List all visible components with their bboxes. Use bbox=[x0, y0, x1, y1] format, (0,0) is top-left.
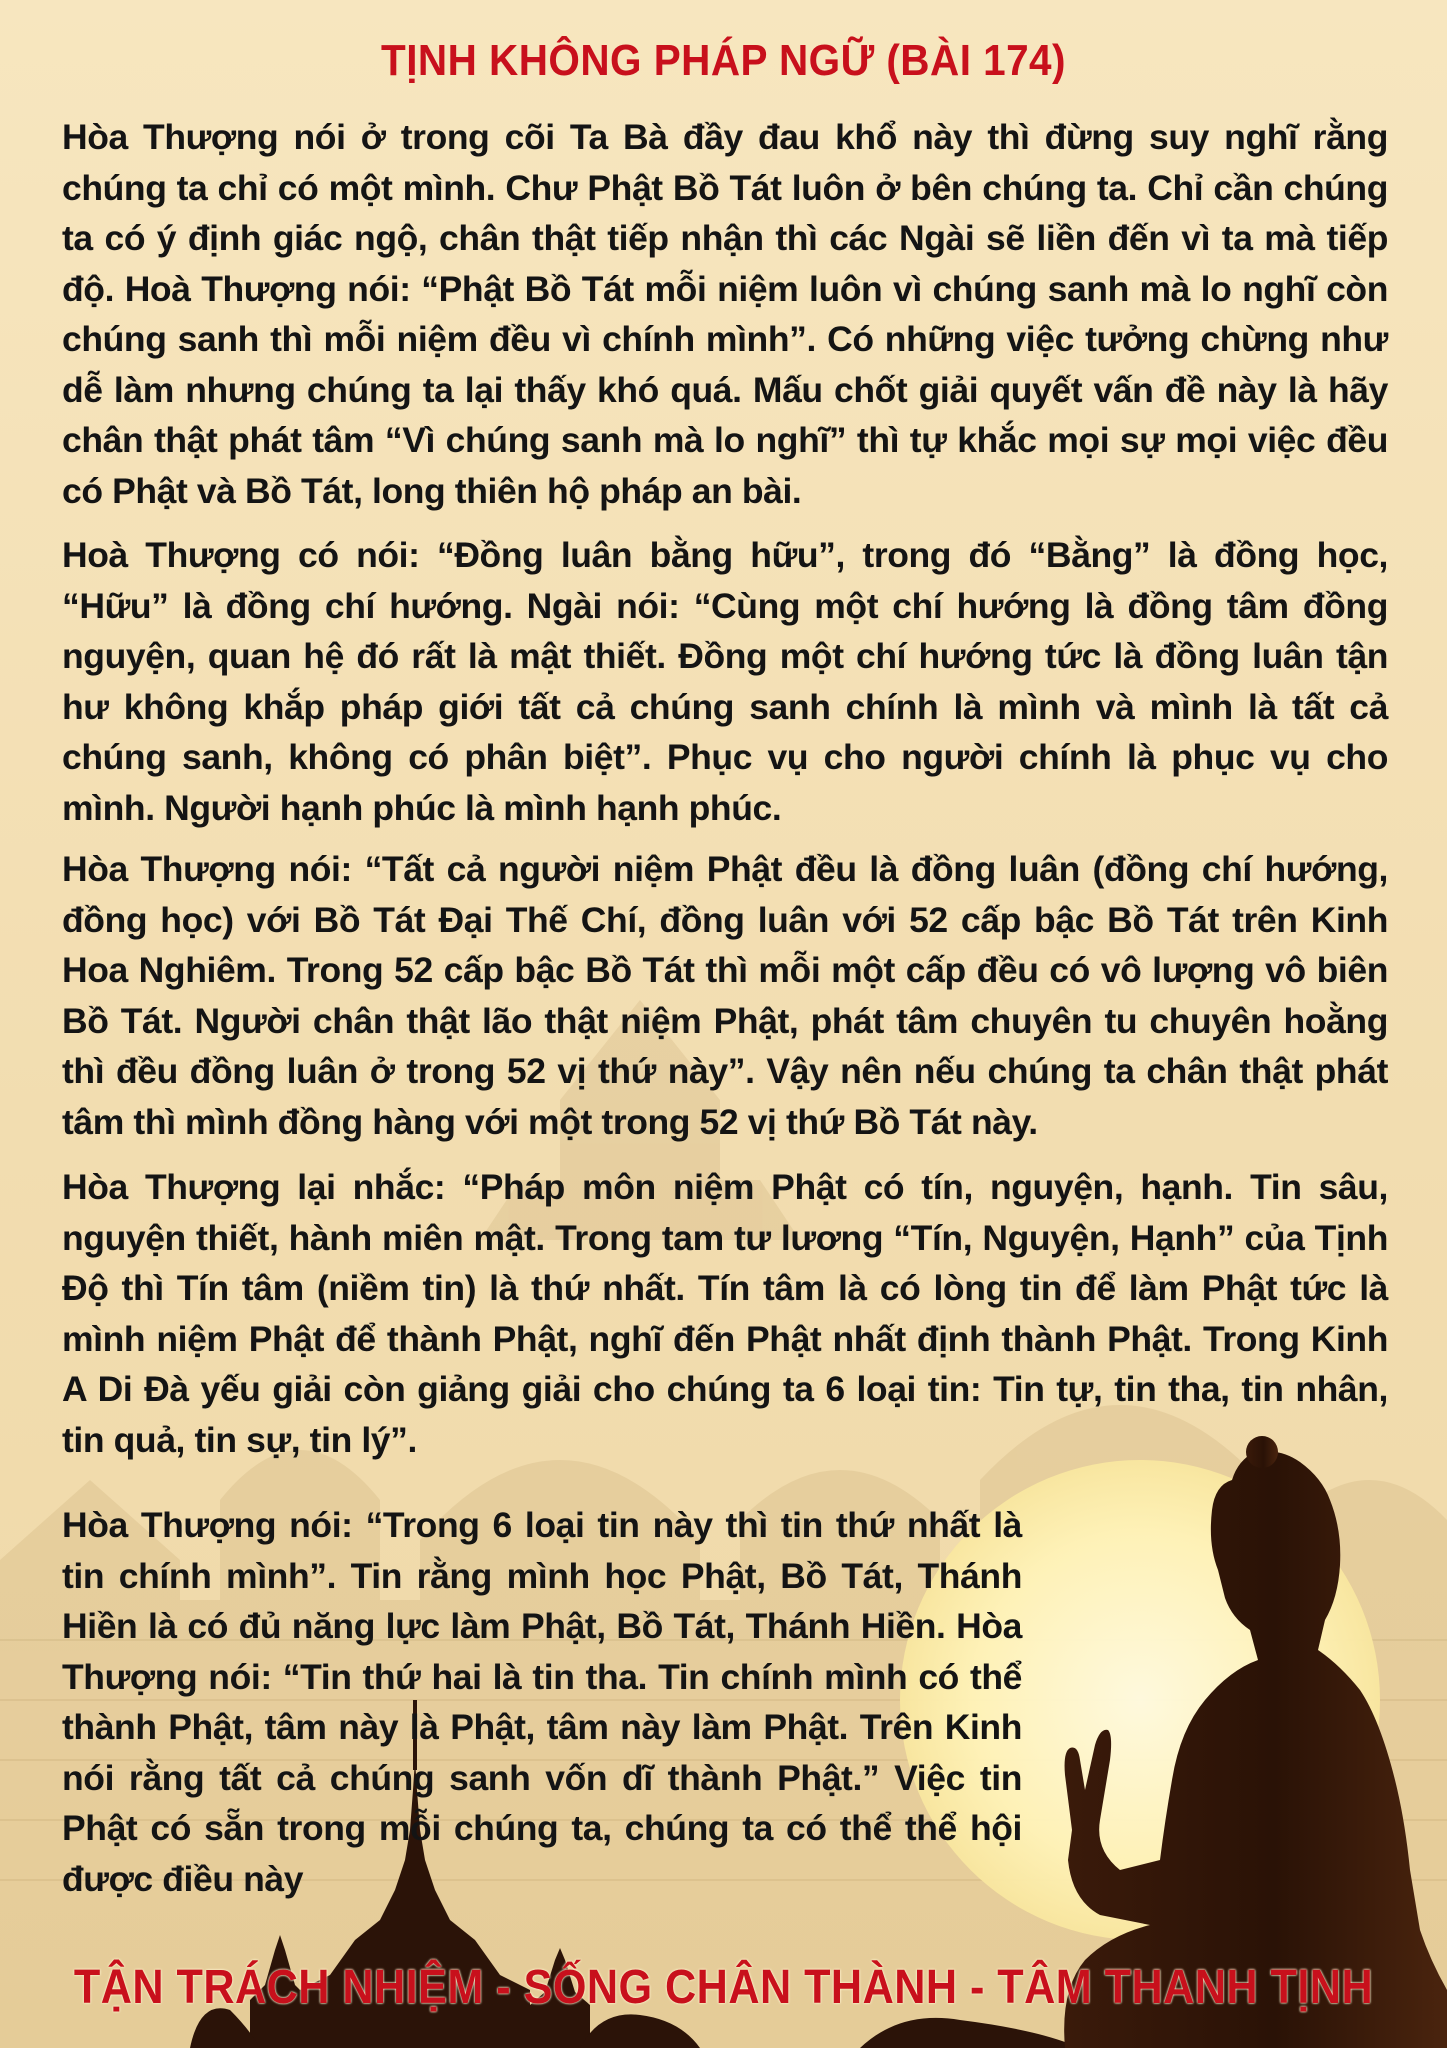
poster-motto: TẬN TRÁCH NHIỆM - SỐNG CHÂN THÀNH - TÂM THANH TỊNH bbox=[73, 1961, 1374, 2014]
paragraph-4: Hòa Thượng lại nhắc: “Pháp môn niệm Phật có tín, nguyện, hạnh. Tin sâu, nguyện thiết, hành miên mật. Trong tam tư lương “Tín, Nguyện, Hạnh” của Tịnh Độ thì Tín tâm (niềm tin) là thứ nhất. Tín tâm là có lòng tin để làm Phật tức là mình niệm Phật để thành Phật, nghĩ đến Phật nhất định thành Phật. Trong Kinh A Di Đà yếu giải còn giảng giải cho chúng ta 6 loại tin: Tin tự, tin tha, tin nhân, tin quả, tin sự, tin lý”. bbox=[62, 1167, 1388, 1460]
paragraph-5: Hòa Thượng nói: “Trong 6 loại tin này thì tin thứ nhất là tin chính mình”. Tin rằng mình học Phật, Bồ Tát, Thánh Hiền là có đủ năng lực làm Phật, Bồ Tát, Thánh Hiền. Hòa Thượng nói: “Tin thứ hai là tin tha. Tin chính mình có thể thành Phật, tâm này là Phật, tâm này làm Phật. Trên Kinh nói rằng tất cả chúng sanh vốn dĩ thành Phật.” Việc tin Phật có sẵn trong mỗi chúng ta, chúng ta có thể thể hội được điều này bbox=[62, 1505, 1022, 1899]
poster-title: TỊNH KHÔNG PHÁP NGỮ (BÀI 174) bbox=[381, 36, 1066, 85]
paragraph-1: Hòa Thượng nói ở trong cõi Ta Bà đầy đau khổ này thì đừng suy nghĩ rằng chúng ta chỉ có một mình. Chư Phật Bồ Tát luôn ở bên chúng ta. Chỉ cần chúng ta có ý định giác ngộ, chân thật tiếp nhận thì các Ngài sẽ liền đến vì ta mà tiếp độ. Hoà Thượng nói: “Phật Bồ Tát mỗi niệm luôn vì chúng sanh mà lo nghĩ còn chúng sanh thì mỗi niệm đều vì chính mình”. Có những việc tưởng chừng như dễ làm nhưng chúng ta lại thấy khó quá. Mấu chốt giải quyết vấn đề này là hãy chân thật phát tâm “Vì chúng sanh mà lo nghĩ” thì tự khắc mọi sự mọi việc đều có Phật và Bồ Tát, long thiên hộ pháp an bài. bbox=[62, 117, 1388, 511]
paragraph-2: Hoà Thượng có nói: “Đồng luân bằng hữu”, trong đó “Bằng” là đồng học, “Hữu” là đồng chí hướng. Ngài nói: “Cùng một chí hướng là đồng tâm đồng nguyện, quan hệ đó rất là mật thiết. Đồng một chí hướng tức là đồng luân tận hư không khắp pháp giới tất cả chúng sanh chính là mình và mình là tất cả chúng sanh, không có phân biệt”. Phục vụ cho người chính là phục vụ cho mình. Người hạnh phúc là mình hạnh phúc. bbox=[62, 535, 1388, 828]
paragraph-3: Hòa Thượng nói: “Tất cả người niệm Phật đều là đồng luân (đồng chí hướng, đồng học) với Bồ Tát Đại Thế Chí, đồng luân với 52 cấp bậc Bồ Tát trên Kinh Hoa Nghiêm. Trong 52 cấp bậc Bồ Tát thì mỗi một cấp đều có vô lượng vô biên Bồ Tát. Người chân thật lão thật niệm Phật, phát tâm chuyên tu chuyên hoằng thì đều đồng luân ở trong 52 vị thứ này”. Vậy nên nếu chúng ta chân thật phát tâm thì mình đồng hàng với một trong 52 vị thứ Bồ Tát này. bbox=[62, 849, 1388, 1142]
